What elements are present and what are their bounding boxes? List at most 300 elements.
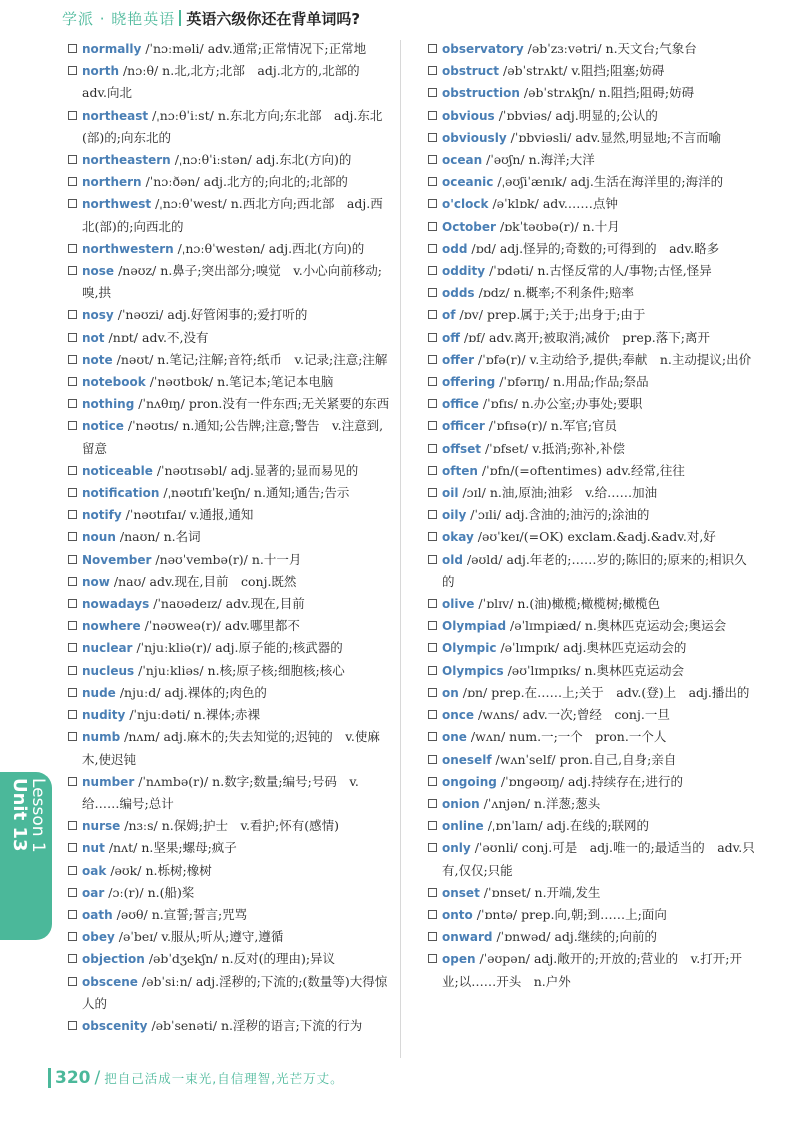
headword: obstruction: [442, 86, 520, 101]
phonetic: /wʌn/: [470, 729, 506, 745]
phonetic: /ɒd/: [471, 240, 496, 256]
phonetic: /ˈnəʊtɪs/: [127, 418, 179, 434]
headword: oil: [442, 486, 459, 501]
definition: adv.现在,目前 conj.既然: [149, 573, 297, 589]
checkbox-icon[interactable]: [68, 954, 77, 963]
definition: adj.含油的;油污的;涂油的: [505, 507, 650, 523]
checkbox-icon[interactable]: [428, 222, 437, 231]
vocab-entry: [428, 127, 758, 149]
vocab-entry: [68, 60, 390, 104]
definition: n.反对(的理由);异议: [221, 951, 336, 967]
checkbox-icon[interactable]: [428, 288, 437, 297]
phonetic: /ˌnɔːθˈwest/: [155, 196, 227, 212]
headword: north: [82, 64, 119, 79]
definition: adj.继续的;向前的: [554, 929, 657, 945]
definition: n.通知;通告;告示: [253, 485, 350, 501]
checkbox-icon[interactable]: [68, 577, 77, 586]
footer-slash: /: [94, 1068, 101, 1088]
phonetic: /ˈɒbviəs/: [498, 107, 552, 123]
headword: old: [442, 552, 463, 567]
vocab-entry: [428, 704, 758, 726]
phonetic: /ˈɒfɪs/: [482, 396, 518, 412]
definition: adv.一次;曾经 conj.一旦: [522, 707, 670, 723]
definition: n.油,原油;油彩 v.给……加油: [489, 485, 658, 501]
checkbox-icon[interactable]: [68, 377, 77, 386]
headword: ongoing: [442, 774, 497, 789]
phonetic: /əbˈsiːn/: [141, 973, 192, 989]
definition: n.核;原子核;细胞核;核心: [207, 662, 345, 678]
checkbox-icon[interactable]: [68, 310, 77, 319]
phonetic: /ɔː(r)/: [108, 884, 144, 900]
checkbox-icon[interactable]: [428, 111, 437, 120]
checkbox-icon[interactable]: [68, 44, 77, 53]
definition: n.栎树;橡树: [145, 862, 212, 878]
definition: adj.北方的;向北的;北部的: [203, 174, 348, 190]
phonetic: /ˈɒntə/: [476, 906, 518, 922]
definition: v.阻挡;阻塞;妨碍: [571, 63, 665, 79]
headword: nose: [82, 264, 115, 279]
headword: nucleus: [82, 663, 135, 678]
vocab-column-left: [68, 38, 390, 1037]
checkbox-icon[interactable]: [428, 399, 437, 408]
headword: nude: [82, 685, 116, 700]
phonetic: /ˈnəʊtɪfaɪ/: [125, 507, 186, 523]
phonetic: /ˌnɔːθˈwestən/: [177, 240, 265, 256]
definition: n.洋葱;葱头: [533, 795, 601, 811]
checkbox-icon[interactable]: [68, 888, 77, 897]
checkbox-icon[interactable]: [428, 355, 437, 364]
phonetic: /wʌns/: [478, 707, 519, 723]
checkbox-icon[interactable]: [68, 111, 77, 120]
definition: n.数字;数量;编号;号码 v.给……编号;总计: [82, 773, 359, 811]
definition: adj.在线的;联网的: [546, 818, 650, 834]
vocab-entry: [428, 393, 758, 415]
phonetic: /ˌnɔːθˈiːst/: [152, 107, 214, 123]
checkbox-icon[interactable]: [68, 688, 77, 697]
phonetic: /əˈklɒk/: [492, 196, 539, 212]
definition: n.开端,发生: [534, 884, 601, 900]
phonetic: /ˈnəʊtbʊk/: [149, 374, 214, 390]
definition: prep.在……上;关于 adv.(登)上 adj.播出的: [491, 684, 750, 700]
definition: adv.显然,明显地;不言而喻: [575, 129, 722, 145]
definition: adj.持续存在;进行的: [567, 773, 683, 789]
headword: one: [442, 730, 467, 745]
definition: adj.淫秽的;下流的;(数量等)大得惊人的: [82, 973, 388, 1011]
headword: off: [442, 330, 460, 345]
vocab-entry: [68, 726, 390, 770]
checkbox-icon[interactable]: [428, 177, 437, 186]
checkbox-icon[interactable]: [428, 510, 437, 519]
headword: northern: [82, 175, 142, 190]
vocab-entry: [68, 526, 390, 548]
checkbox-icon[interactable]: [68, 710, 77, 719]
headword: northeastern: [82, 153, 171, 168]
phonetic: /ˈəʊnli/: [474, 840, 518, 856]
phonetic: /ˈɒfərɪŋ/: [499, 374, 550, 390]
checkbox-icon[interactable]: [68, 244, 77, 253]
vocab-entry: [68, 393, 390, 415]
checkbox-icon[interactable]: [428, 777, 437, 786]
definition: n.北,北方;北部 adj.北方的,北部的 adv.向北: [82, 63, 373, 101]
checkbox-icon[interactable]: [68, 399, 77, 408]
vocab-entry: [68, 682, 390, 704]
phonetic: /ˈnəʊtɪsəbl/: [156, 462, 227, 478]
checkbox-icon[interactable]: [428, 133, 437, 142]
checkbox-icon[interactable]: [68, 488, 77, 497]
vocab-entry: [68, 926, 390, 948]
lesson-label: Lesson 1: [28, 778, 48, 853]
checkbox-icon[interactable]: [428, 932, 437, 941]
vocab-entry: [428, 371, 758, 393]
checkbox-icon[interactable]: [68, 866, 77, 875]
vocab-entry: [68, 971, 390, 1015]
definition: adj.年老的;……岁的;陈旧的;原来的;相识久的: [442, 551, 747, 589]
definition: n.笔记;注解;音符;纸币 v.记录;注意;注解: [157, 351, 388, 367]
phonetic: /əˈlɪmpɪk/: [500, 640, 560, 656]
vocab-entry: [428, 238, 758, 260]
checkbox-icon[interactable]: [428, 444, 437, 453]
headword: noun: [82, 530, 116, 545]
phonetic: /əbˈzɜːvətri/: [527, 41, 602, 56]
headword: northwestern: [82, 241, 174, 256]
checkbox-icon[interactable]: [68, 777, 77, 786]
footer-bar: [48, 1068, 51, 1088]
vocab-entry: [428, 327, 758, 349]
phonetic: /ˈəʊʃn/: [486, 152, 525, 168]
headword: oily: [442, 508, 467, 523]
vocab-entry: [68, 193, 390, 237]
headword: obscenity: [82, 1018, 148, 1033]
vocab-entry: [68, 904, 390, 926]
checkbox-icon[interactable]: [428, 421, 437, 430]
headword: not: [82, 330, 105, 345]
vocab-entry: [428, 105, 758, 127]
definition: n.概率;不利条件;赔率: [513, 285, 635, 301]
brand-name: 学派 · 晓艳英语: [62, 9, 176, 28]
headword: northeast: [82, 108, 149, 123]
checkbox-icon[interactable]: [428, 377, 437, 386]
phonetic: /nəʊz/: [118, 263, 157, 279]
vocab-entry: [428, 726, 758, 748]
definition: pron.自己,自身;亲自: [559, 751, 677, 767]
vocab-entry: [68, 860, 390, 882]
checkbox-icon[interactable]: [428, 821, 437, 830]
vocab-entry: [428, 304, 758, 326]
headword: normally: [82, 42, 142, 56]
checkbox-icon[interactable]: [428, 688, 437, 697]
checkbox-icon[interactable]: [428, 888, 437, 897]
definition: n.名词: [163, 529, 201, 545]
vocab-entry: [428, 526, 758, 548]
checkbox-icon[interactable]: [428, 843, 437, 852]
phonetic: /ɒn/: [462, 684, 488, 700]
phonetic: /ˈnjuːkliəs/: [138, 662, 204, 678]
phonetic: /ˌnəʊtɪfɪˈkeɪʃn/: [163, 485, 250, 501]
phonetic: /ɒv/: [459, 307, 483, 323]
checkbox-icon[interactable]: [68, 821, 77, 830]
checkbox-icon[interactable]: [428, 755, 437, 764]
checkbox-icon[interactable]: [428, 732, 437, 741]
definition: n.(油)橄榄;橄榄树;橄榄色: [517, 596, 661, 612]
vocab-entry: [68, 637, 390, 659]
checkbox-icon[interactable]: [428, 155, 437, 164]
phonetic: /ˈnəʊzi/: [117, 307, 164, 323]
definition: n.保姆;护士 v.看护;怀有(感情): [161, 818, 339, 834]
headword: obvious: [442, 108, 495, 123]
checkbox-icon[interactable]: [428, 66, 437, 75]
headword: nowhere: [82, 619, 141, 634]
phonetic: /ˈɒnwəd/: [496, 929, 551, 945]
checkbox-icon[interactable]: [428, 954, 437, 963]
checkbox-icon[interactable]: [68, 977, 77, 986]
headword: nurse: [82, 819, 121, 834]
checkbox-icon[interactable]: [68, 510, 77, 519]
vocab-entry: [428, 82, 758, 104]
checkbox-icon[interactable]: [68, 621, 77, 630]
checkbox-icon[interactable]: [428, 799, 437, 808]
definition: adj.东北(方向)的: [255, 152, 352, 168]
headword: only: [442, 841, 471, 856]
checkbox-icon[interactable]: [68, 199, 77, 208]
vocab-entry: [68, 771, 390, 815]
checkbox-icon[interactable]: [68, 532, 77, 541]
vocab-entry: [428, 771, 758, 793]
headword: offer: [442, 352, 475, 367]
phonetic: /ˈɒfɪsə(r)/: [488, 418, 547, 434]
headword: now: [82, 574, 110, 589]
phonetic: /əˈbeɪ/: [118, 929, 158, 945]
phonetic: /nɒt/: [108, 329, 139, 345]
headword: nowadays: [82, 597, 150, 612]
checkbox-icon[interactable]: [68, 599, 77, 608]
definition: num.一;一个 pron.一个人: [509, 729, 667, 745]
phonetic: /nɜːs/: [124, 818, 158, 834]
vocab-entry: [428, 216, 758, 238]
phonetic: /ˈnjuːdəti/: [129, 707, 190, 723]
vocab-entry: [428, 793, 758, 815]
definition: n.海洋;大洋: [528, 152, 595, 168]
checkbox-icon[interactable]: [68, 932, 77, 941]
definition: v.主动给予,提供;奉献 n.主动提议;出价: [529, 351, 752, 367]
definition: n.天文台;气象台: [605, 41, 697, 56]
page-footer: [48, 1064, 344, 1092]
definition: n.阻挡;阻碍;妨碍: [598, 85, 695, 101]
headword: Olympics: [442, 663, 504, 678]
checkbox-icon[interactable]: [68, 355, 77, 364]
phonetic: /ˌəʊʃiˈænɪk/: [497, 174, 567, 190]
definition: adj.奥林匹克运动会的: [563, 640, 687, 656]
definition: adj.敞开的;开放的;营业的 v.打开;开业;以……开头 n.户外: [442, 951, 742, 989]
phonetic: /ˈnaʊədeɪz/: [153, 596, 222, 612]
headword: numb: [82, 730, 121, 745]
vocab-entry: [68, 415, 390, 459]
definition: n.办公室;办事处;要职: [521, 396, 643, 412]
headword: obstruct: [442, 64, 500, 79]
checkbox-icon[interactable]: [428, 488, 437, 497]
checkbox-icon[interactable]: [68, 643, 77, 652]
checkbox-icon[interactable]: [68, 910, 77, 919]
checkbox-icon[interactable]: [428, 621, 437, 630]
phonetic: /nəʊt/: [116, 351, 154, 367]
definition: exclam.&adj.&adv.对,好: [567, 529, 716, 545]
checkbox-icon[interactable]: [428, 666, 437, 675]
definition: n.淫秽的语言;下流的行为: [220, 1017, 363, 1033]
vocab-entry: [68, 882, 390, 904]
vocab-entry: [428, 749, 758, 771]
checkbox-icon[interactable]: [68, 333, 77, 342]
page-title: 英语六级你还在背单词吗?: [186, 9, 361, 28]
checkbox-icon[interactable]: [428, 244, 437, 253]
vocab-entry: [428, 837, 758, 881]
phonetic: /ɔɪl/: [462, 485, 486, 501]
phonetic: /ɒkˈtəʊbə(r)/: [499, 218, 579, 234]
phonetic: /ˈɒdəti/: [489, 263, 534, 279]
definition: n.用品;作品;祭品: [553, 374, 649, 390]
vocab-entry: [428, 682, 758, 704]
checkbox-icon[interactable]: [68, 732, 77, 741]
headword: nothing: [82, 397, 135, 412]
vocab-entry: [428, 193, 758, 215]
phonetic: /əbˈstrʌkʃn/: [523, 85, 595, 101]
phonetic: /əʊld/: [466, 551, 503, 567]
definition: n.古怪反常的人/事物;古怪,怪异: [537, 263, 712, 279]
definition: v.抵消;弥补,补偿: [532, 440, 626, 456]
checkbox-icon[interactable]: [428, 44, 437, 53]
checkbox-icon[interactable]: [68, 666, 77, 675]
headword: onto: [442, 907, 473, 922]
checkbox-icon[interactable]: [428, 266, 437, 275]
headword: oath: [82, 907, 113, 922]
vocab-entry: [68, 571, 390, 593]
headword: obscene: [82, 974, 138, 989]
checkbox-icon[interactable]: [428, 466, 437, 475]
checkbox-icon[interactable]: [428, 555, 437, 564]
headword: nut: [82, 841, 105, 856]
definition: n.奥林匹克运动会;奥运会: [584, 618, 727, 634]
checkbox-icon[interactable]: [68, 1021, 77, 1030]
definition: v.服从;听从;遵守,遵循: [161, 929, 284, 945]
checkbox-icon[interactable]: [428, 532, 437, 541]
checkbox-icon[interactable]: [68, 266, 77, 275]
phonetic: /nʌm/: [124, 729, 160, 745]
vocab-entry: [428, 593, 758, 615]
vocab-entry: [68, 105, 390, 149]
vocab-entry: [428, 882, 758, 904]
unit-label: Unit 13: [9, 778, 30, 852]
vocab-entry: [68, 238, 390, 260]
headword: note: [82, 352, 113, 367]
vocab-entry: [68, 549, 390, 571]
checkbox-icon[interactable]: [428, 710, 437, 719]
headword: okay: [442, 530, 474, 545]
definition: prep.向,朝;到……上;面向: [521, 906, 667, 922]
phonetic: /ˈɒnset/: [483, 884, 531, 900]
checkbox-icon[interactable]: [428, 199, 437, 208]
definition: adj.怪异的;奇数的;可得到的 adv.略多: [499, 240, 720, 256]
headword: onset: [442, 885, 480, 900]
headword: once: [442, 708, 475, 723]
vocab-entry: [428, 504, 758, 526]
phonetic: /ˈɔɪli/: [470, 507, 502, 523]
phonetic: /ɒf/: [463, 329, 486, 345]
headword: nuclear: [82, 641, 133, 656]
headword: notify: [82, 508, 122, 523]
definition: n.奥林匹克运动会: [584, 662, 684, 678]
vocab-entry: [428, 948, 758, 992]
definition: adj.显著的;显而易见的: [230, 462, 359, 478]
checkbox-icon[interactable]: [68, 555, 77, 564]
headword: Olympiad: [442, 619, 507, 634]
vocab-entry: [68, 260, 390, 304]
checkbox-icon[interactable]: [428, 643, 437, 652]
vocab-entry: [428, 615, 758, 637]
vocab-entry: [428, 171, 758, 193]
checkbox-icon[interactable]: [68, 421, 77, 430]
definition: n.笔记本;笔记本电脑: [217, 374, 334, 390]
phonetic: /nɔːθ/: [122, 63, 159, 79]
phonetic: /ˈnʌθɪŋ/: [138, 396, 185, 412]
phonetic: /ˈnəʊweə(r)/: [144, 618, 221, 634]
phonetic: /ˈnɔːðən/: [145, 174, 200, 190]
checkbox-icon[interactable]: [428, 910, 437, 919]
definition: adv.现在,目前: [225, 596, 305, 612]
page-header: [62, 4, 360, 32]
headword: oneself: [442, 752, 492, 767]
vocab-entry: [68, 593, 390, 615]
phonetic: /ˈəʊpən/: [479, 951, 530, 967]
column-divider: [400, 40, 401, 1058]
vocab-entry: [428, 282, 758, 304]
checkbox-icon[interactable]: [68, 177, 77, 186]
vocab-entry: [428, 460, 758, 482]
vocab-entry: [428, 549, 758, 593]
phonetic: /nəʊˈvembə(r)/: [155, 551, 248, 567]
checkbox-icon[interactable]: [428, 599, 437, 608]
phonetic: /əbˈsenəti/: [151, 1017, 217, 1033]
checkbox-icon[interactable]: [68, 155, 77, 164]
checkbox-icon[interactable]: [68, 66, 77, 75]
headword: online: [442, 819, 484, 834]
vocab-entry: [68, 482, 390, 504]
headword: number: [82, 774, 135, 789]
definition: n.坚果;螺母;疯子: [141, 840, 237, 856]
header-separator: [179, 10, 181, 26]
headword: onward: [442, 930, 493, 945]
phonetic: /əbˈdʒekʃn/: [148, 951, 218, 967]
vocab-entry: [428, 660, 758, 682]
headword: October: [442, 219, 496, 234]
checkbox-icon[interactable]: [68, 843, 77, 852]
checkbox-icon[interactable]: [428, 88, 437, 97]
vocab-entry: [68, 815, 390, 837]
headword: nudity: [82, 708, 126, 723]
checkbox-icon[interactable]: [428, 333, 437, 342]
vocab-entry: [68, 349, 390, 371]
headword: objection: [82, 952, 145, 967]
definition: adj.西北(方向)的: [268, 240, 365, 256]
definition: n.宣誓;誓言;咒骂: [151, 906, 248, 922]
vocab-entry: [68, 371, 390, 393]
headword: oak: [82, 863, 107, 878]
checkbox-icon[interactable]: [428, 310, 437, 319]
definition: prep.属于;关于;出身于;由于: [486, 307, 646, 323]
headword: oddity: [442, 264, 486, 279]
checkbox-icon[interactable]: [68, 466, 77, 475]
headword: northwest: [82, 197, 152, 212]
vocab-entry: [68, 660, 390, 682]
phonetic: /nʌt/: [108, 840, 138, 856]
vocab-entry: [68, 171, 390, 193]
